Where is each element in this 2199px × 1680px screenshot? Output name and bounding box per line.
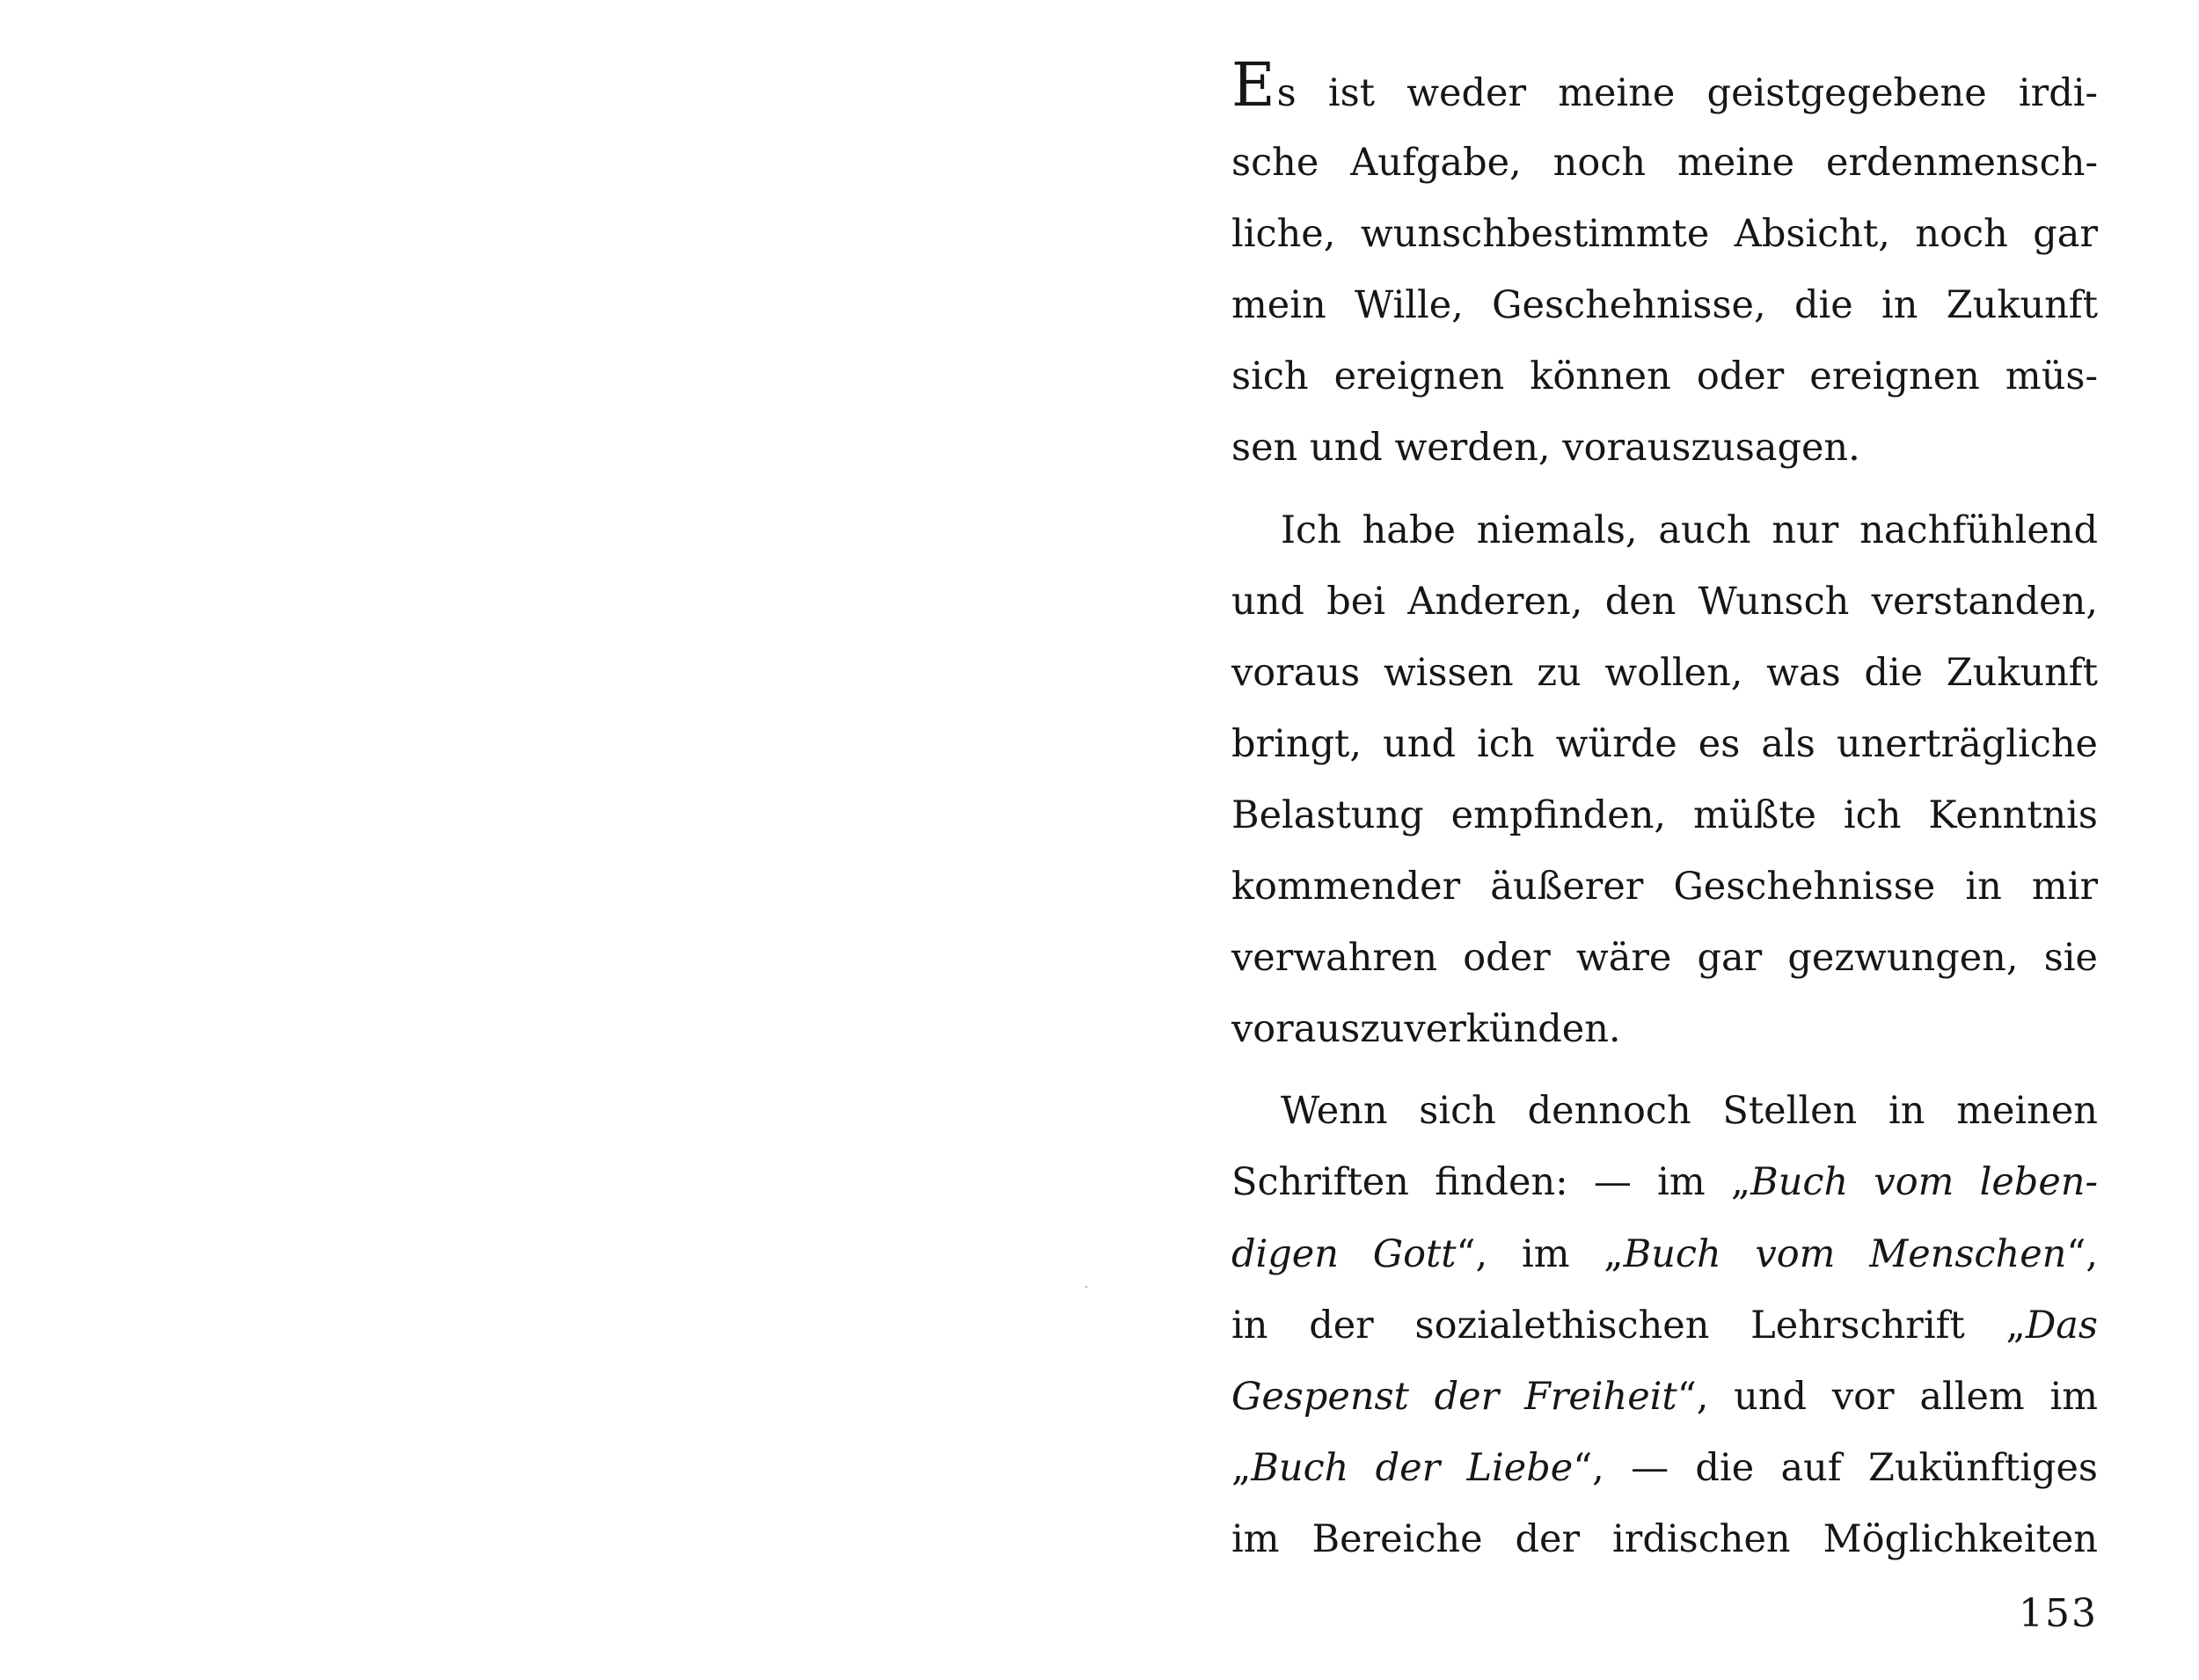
text-segment: im Bereiche der irdischen Möglichkeiten [1231, 1516, 2098, 1561]
text-segment: “, im „ [1456, 1231, 1624, 1276]
book-title: Das [2025, 1303, 2098, 1348]
text-line [1231, 1433, 2098, 1504]
text-line [1231, 1504, 2098, 1575]
text-segment: Schriften finden: — im „ [1231, 1160, 1751, 1205]
text-segment: „ [1231, 1445, 1252, 1490]
text-line: und bei Anderen, den Wunsch verstanden, [1231, 579, 2098, 624]
text-segment: s ist weder meine geistgegebene irdi- [1276, 71, 2098, 115]
page-number: 153 [2019, 1591, 2098, 1636]
text-line: verwahren oder wäre gar gezwungen, sie [1231, 936, 2098, 981]
text-line [1231, 51, 2098, 128]
text-line: vorauszuverkünden. [1231, 1007, 1621, 1052]
text-line: mein Wille, Geschehnisse, die in Zukunft [1231, 283, 2098, 328]
text-line: Ich habe niemals, auch nur nachfühlend [1281, 508, 2098, 552]
book-title: Gespenst der Freiheit [1231, 1374, 1677, 1419]
text-line [1231, 1076, 2098, 1147]
book-title: Buch der Liebe [1251, 1445, 1574, 1490]
book-title: digen Gott [1231, 1231, 1457, 1276]
text-line [1231, 1219, 2098, 1290]
text-line [1231, 1362, 2098, 1433]
text-line [1231, 1290, 2098, 1362]
initial-letter: E [1231, 51, 1275, 121]
text-line: sich ereignen können oder ereignen müs- [1231, 354, 2098, 399]
text-segment: in der sozialethischen Lehrschrift „ [1231, 1303, 2026, 1348]
text-line: bringt, und ich würde es als unerträgliche [1231, 721, 2098, 766]
text-line: voraus wissen zu wollen, was die Zukunft [1231, 650, 2098, 695]
body-text [1231, 51, 2099, 1575]
text-line: sche Aufgabe, noch meine erdenmensch- [1231, 141, 2098, 186]
text-line [1231, 1147, 2098, 1218]
text-line: Belastung empfinden, müßte ich Kenntnis [1231, 793, 2098, 837]
book-title: Buch vom leben- [1750, 1160, 2098, 1205]
text-line: sen und werden, vorauszusagen. [1231, 426, 1860, 471]
paper-speck [1085, 1286, 1087, 1288]
text-segment: “, — die auf Zukünftiges [1573, 1445, 2098, 1490]
text-segment: Wenn sich dennoch Stellen in meinen [1281, 1089, 2098, 1134]
text-line: liche, wunschbestimmte Absicht, noch gar [1231, 212, 2098, 257]
right-page [1100, 0, 2199, 1680]
text-segment: “, [2066, 1231, 2099, 1276]
text-line: kommender äußerer Geschehnisse in mir [1231, 865, 2098, 909]
book-title: Buch vom Menschen [1623, 1231, 2067, 1276]
text-segment: “, und vor allem im [1677, 1374, 2098, 1419]
